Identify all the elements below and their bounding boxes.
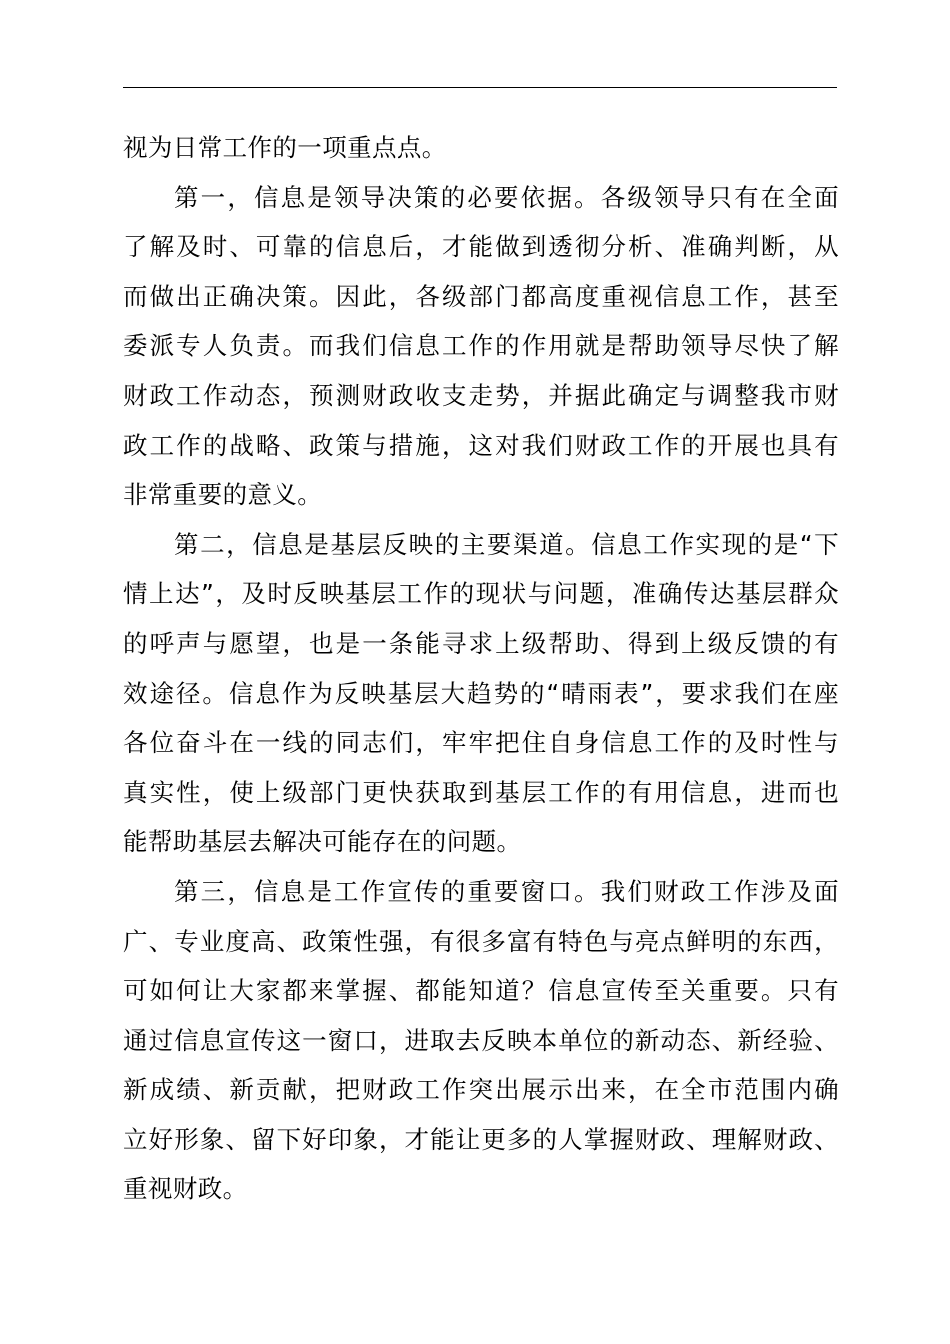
header-rule — [123, 87, 837, 88]
body-line: 第二，信息是基层反映的主要渠道。信息工作实现的是“下 — [174, 529, 839, 559]
body-line: 各位奋斗在一线的同志们，牢牢把住自身信息工作的及时性与 — [123, 728, 839, 758]
body-line: 了解及时、可靠的信息后，才能做到透彻分析、准确判断，从 — [123, 232, 839, 262]
body-line: 新成绩、新贡献，把财政工作突出展示出来，在全市范围内确 — [123, 1075, 839, 1105]
body-line: 广、专业度高、政策性强，有很多富有特色与亮点鲜明的东西， — [123, 926, 839, 956]
body-line: 第一，信息是领导决策的必要依据。各级领导只有在全面 — [174, 182, 839, 212]
body-line: 视为日常工作的一项重点点。 — [123, 133, 447, 162]
body-line: 能帮助基层去解决可能存在的问题。 — [123, 827, 522, 857]
body-line: 委派专人负责。而我们信息工作的作用就是帮助领导尽快了解 — [123, 331, 839, 361]
body-line: 而做出正确决策。因此，各级部门都高度重视信息工作，甚至 — [123, 281, 839, 311]
body-line: 情上达”，及时反映基层工作的现状与问题，准确传达基层群众 — [123, 579, 839, 609]
body-line: 真实性，使上级部门更快获取到基层工作的有用信息，进而也 — [123, 777, 839, 807]
body-line: 非常重要的意义。 — [123, 480, 323, 510]
body-line: 重视财政。 — [123, 1174, 248, 1204]
body-line: 可如何让大家都来掌握、都能知道？信息宣传至关重要。只有 — [123, 976, 839, 1006]
body-line: 效途径。信息作为反映基层大趋势的“晴雨表”，要求我们在座 — [123, 678, 839, 708]
body-line: 第三，信息是工作宣传的重要窗口。我们财政工作涉及面 — [174, 876, 839, 906]
body-line: 立好形象、留下好印象，才能让更多的人掌握财政、理解财政、 — [123, 1124, 839, 1154]
document-body — [123, 123, 839, 1214]
body-line: 通过信息宣传这一窗口，进取去反映本单位的新动态、新经验、 — [123, 1025, 839, 1055]
body-line: 政工作的战略、政策与措施，这对我们财政工作的开展也具有 — [123, 430, 839, 460]
body-line: 财政工作动态，预测财政收支走势，并据此确定与调整我市财 — [123, 380, 839, 410]
body-line: 的呼声与愿望，也是一条能寻求上级帮助、得到上级反馈的有 — [123, 628, 839, 658]
